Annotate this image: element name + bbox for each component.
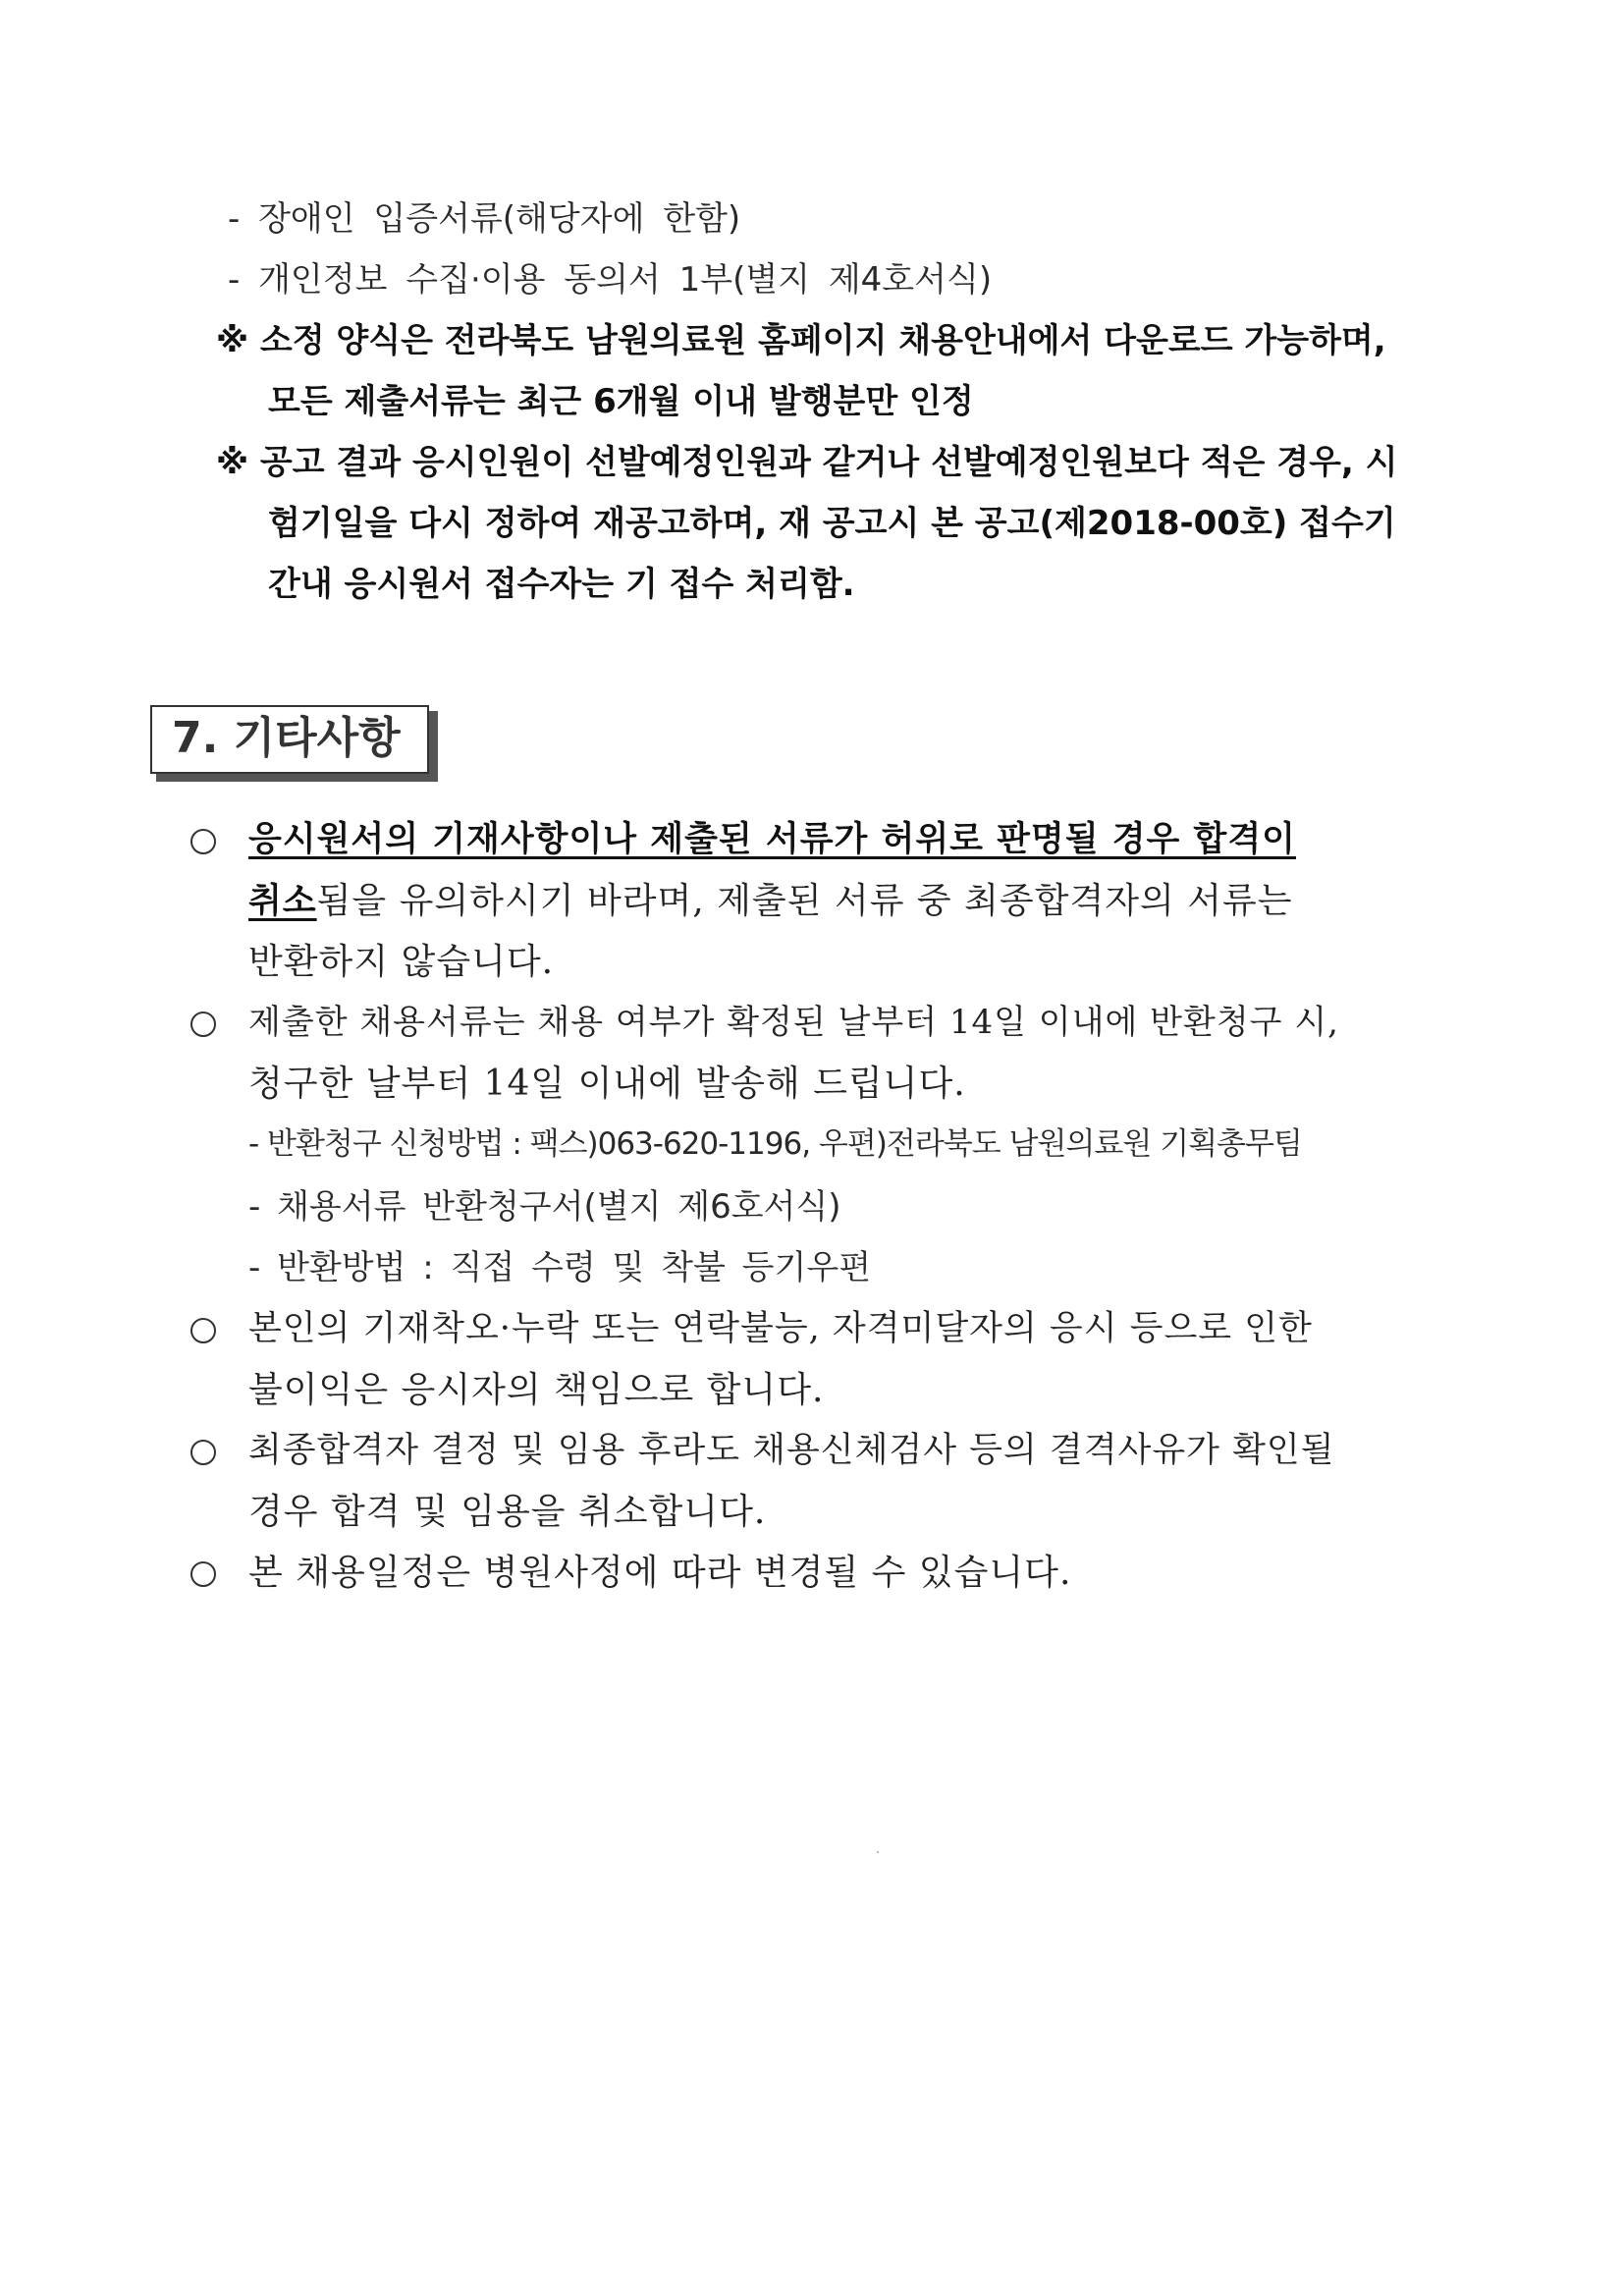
circle-bullet-icon [190,829,216,854]
sub-item-return-method-contact: - 반환청구 신청방법 : 팩스)063-620-1196, 우편)전라북도 남원의료원 기획총무팀 [248,1126,1302,1162]
item-false-docs-line3: 반환하지 않습니다. [248,942,555,982]
item-return-docs-line2: 청구한 날부터 14일 이내에 발송해 드립니다. [248,1064,966,1104]
circle-bullet-icon [190,1011,216,1037]
item-false-docs-line2 [248,881,1293,921]
item-responsibility-line2: 불이익은 응시자의 책임으로 합니다. [248,1370,825,1410]
item-responsibility-line1: 본인의 기재착오·누락 또는 연락불능, 자격미달자의 응시 등으로 인한 [248,1309,1313,1348]
item-return-docs-line1: 제출한 채용서류는 채용 여부가 확정된 날부터 14일 이내에 반환청구 시, [248,1003,1339,1042]
list-item-disability-docs: - 장애인 입증서류(해당자에 한함) [228,199,741,239]
note-forms-download: ※ 소정 양식은 전라북도 남원의료원 홈페이지 채용안내에서 다운로드 가능하며, [216,321,1386,360]
sub-item-return-form: - 채용서류 반환청구서(별지 제6호서식) [248,1187,841,1227]
note-readvertise: ※ 공고 결과 응시인원이 선발예정인원과 같거나 선발예정인원보다 적은 경우, 시 [216,443,1398,482]
section-title: 7. 기타사항 [172,713,401,763]
item-false-docs-line1: 응시원서의 기재사항이나 제출된 서류가 허위로 판명될 경우 합격이 [248,820,1296,859]
note-readvertise-cont2: 간내 응시원서 접수자는 기 접수 처리함. [268,565,855,604]
circle-bullet-icon [190,1561,216,1587]
list-item-privacy-consent: - 개인정보 수집·이용 동의서 1부(별지 제4호서식) [228,260,993,300]
note-readvertise-cont1: 험기일을 다시 정하여 재공고하며, 재 공고시 본 공고(제2018-00호) 접수기 [268,504,1396,543]
sub-item-return-delivery: - 반환방법 : 직접 수령 및 착불 등기우편 [248,1248,872,1287]
section-box-shadow-right [429,711,438,782]
item-cancel-appointment-line2: 경우 합격 및 임용을 취소합니다. [248,1492,767,1532]
scan-speck [877,1851,879,1853]
section-box-shadow-bottom [156,774,438,782]
note-forms-download-cont: 모든 제출서류는 최근 6개월 이내 발행분만 인정 [268,382,974,421]
circle-bullet-icon [190,1318,216,1343]
underlined-cancel-word: 취소 [248,882,317,921]
circle-bullet-icon [190,1440,216,1465]
item-schedule-change: 본 채용일정은 병원사정에 따라 변경될 수 있습니다. [248,1553,1072,1593]
item-false-docs-line2-rest: 됨을 유의하시기 바라며, 제출된 서류 중 최종합격자의 서류는 [316,881,1293,921]
item-cancel-appointment-line1: 최종합격자 결정 및 임용 후라도 채용신체검사 등의 결격사유가 확인될 [248,1431,1335,1470]
